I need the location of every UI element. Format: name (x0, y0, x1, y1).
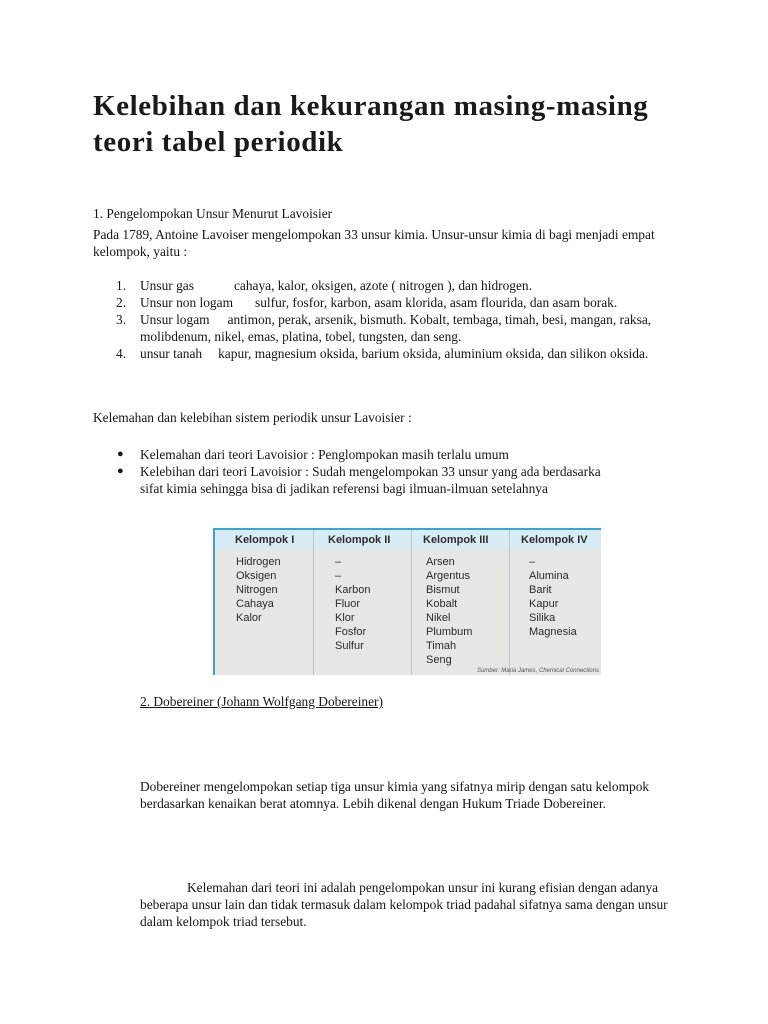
table-header-cell: Kelompok I (235, 534, 295, 546)
table-column: – Alumina Barit Kapur Silika Magnesia (529, 556, 577, 638)
table-column: Arsen Argentus Bismut Kobalt Nikel Plumbum Timah Seng (426, 556, 473, 666)
column-divider (509, 530, 510, 675)
section2-heading: 2. Dobereiner (Johann Wolfgang Dobereiner) (140, 694, 383, 709)
lavoisier-groups-list (93, 277, 663, 362)
list-item: ● Kelemahan dari teori Lavoisior : Penglompokan masih terlalu umum (117, 447, 509, 462)
section2-paragraph: Dobereiner mengelompokan setiap tiga unsur kimia yang sifatnya mirip dengan satu kelompok berdasarkan kenaikan berat atomnya. Lebih dikenal dengan Hukum Triade Dobereiner. (140, 779, 650, 811)
list-item: 3. Unsur logam antimon, perak, arsenik, bismuth. Kobalt, tembaga, timah, besi, mangan, raksa, molibdenum, nikel, emas, platina, tobel, tungsten, dan seng. (116, 312, 652, 344)
lavoisier-table-image (213, 528, 601, 675)
column-divider (313, 530, 314, 675)
table-header (215, 530, 601, 550)
table-header-cell: Kelompok III (423, 534, 489, 546)
table-column: Hidrogen Oksigen Nitrogen Cahaya Kalor (236, 556, 281, 624)
bullet-icon: ● (117, 448, 124, 460)
bullet-icon: ● (117, 465, 124, 477)
list-item: 1. Unsur gas cahaya, kalor, oksigen, azote ( nitrogen ), dan hidrogen. (116, 278, 532, 293)
section1-heading: 1. Pengelompokan Unsur Menurut Lavoisier (93, 206, 333, 221)
section2-weakness: Kelemahan dari teori ini adalah pengelompokan unsur ini kurang efisian dengan adanya beberapa unsur lain dan tidak termasuk dalam kelompok triad padahal sifatnya sama dengan unsur dalam kelompok triad tersebut. (140, 880, 668, 929)
page-title: Kelebihan dan kekurangan masing-masing teori tabel periodik (93, 90, 649, 158)
table-header-cell: Kelompok II (328, 534, 391, 546)
list-item: ● Kelebihan dari teori Lavoisior : Sudah mengelompokan 33 unsur yang ada berdasarka sifat kimia sehingga bisa di jadikan referensi bagi ilmuan-ilmuan setelahnya (117, 464, 601, 496)
evaluation-list (93, 446, 678, 497)
section1-intro: Pada 1789, Antoine Lavoiser mengelompokan 33 unsur kimia. Unsur-unsur kimia di bagi menjadi empat kelompok, yaitu : (93, 227, 655, 259)
list-item: 4. unsur tanah kapur, magnesium oksida, barium oksida, aluminium oksida, dan silikon oksida. (116, 346, 649, 361)
table-source-caption: Sumber: Maria James, Chemical Connections (476, 668, 599, 674)
table-header-cell: Kelompok IV (521, 534, 588, 546)
column-divider (411, 530, 412, 675)
evaluation-heading: Kelemahan dan kelebihan sistem periodik unsur Lavoisier : (93, 410, 412, 425)
table-column: – – Karbon Fluor Klor Fosfor Sulfur (335, 556, 371, 652)
list-item: 2. Unsur non logam sulfur, fosfor, karbon, asam klorida, asam flourida, dan asam borak. (116, 295, 618, 310)
